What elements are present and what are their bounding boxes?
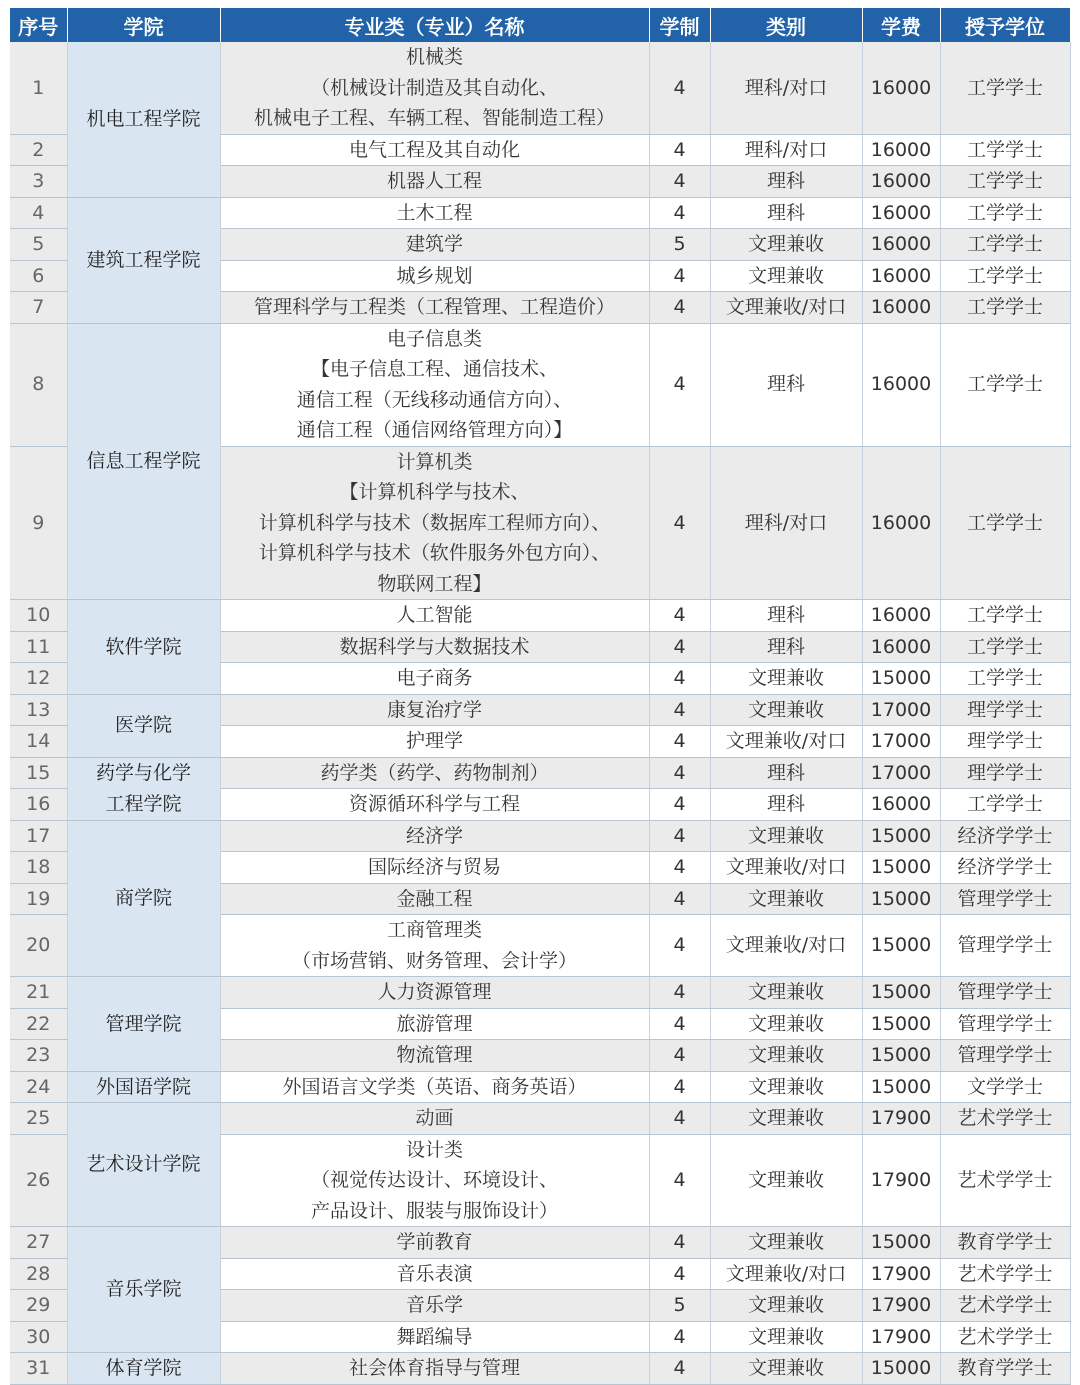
college-name: 软件学院: [105, 635, 182, 658]
table-row: [10, 1227, 1070, 1259]
degree-cell: 工学学士: [940, 789, 1070, 821]
tuition-cell: 15000: [862, 1071, 940, 1103]
tuition-cell: 15000: [862, 883, 940, 915]
major-name-cell: [220, 1353, 649, 1385]
major-name-line: 资源循环科学与工程: [348, 793, 520, 815]
degree-cell: 工学学士: [940, 134, 1070, 166]
major-name-line: 物联网工程】: [377, 572, 492, 595]
degree-cell: 工学学士: [940, 446, 1070, 600]
category-cell: 文理兼收: [710, 1008, 862, 1040]
header-years: 学制: [649, 8, 710, 42]
major-name-cell: [220, 323, 649, 446]
admissions-table-container: [10, 8, 1070, 1385]
college-name: 外国语学院: [95, 1075, 191, 1098]
tuition-cell: 17900: [862, 1258, 940, 1290]
row-index: 14: [10, 726, 67, 758]
major-name-line: 计算机科学与技术（数据库工程师方向）、: [258, 511, 611, 534]
years-cell: 4: [649, 789, 710, 821]
degree-cell: 理学学士: [940, 757, 1070, 789]
major-name-line: 音乐学: [405, 1294, 463, 1316]
years-cell: 4: [649, 42, 710, 134]
college-name-cell: [67, 757, 220, 820]
category-cell: 理科/对口: [710, 446, 862, 600]
years-cell: 4: [649, 1008, 710, 1040]
college-name: 药学与化学: [95, 762, 191, 784]
row-index: 5: [10, 229, 67, 261]
tuition-cell: 17900: [862, 1321, 940, 1353]
tuition-cell: 15000: [862, 663, 940, 695]
years-cell: 4: [649, 915, 710, 977]
major-name-line: 电子商务: [396, 667, 473, 689]
row-index: 19: [10, 883, 67, 915]
major-name-cell: [220, 42, 649, 134]
category-cell: 文理兼收: [710, 820, 862, 852]
tuition-cell: 16000: [862, 789, 940, 821]
years-cell: 4: [649, 600, 710, 632]
tuition-cell: 16000: [862, 631, 940, 663]
major-name-cell: [220, 977, 649, 1009]
major-name-line: 【计算机科学与技术、: [339, 481, 530, 503]
category-cell: 文理兼收: [710, 1103, 862, 1135]
years-cell: 4: [649, 852, 710, 884]
degree-cell: 工学学士: [940, 323, 1070, 446]
category-cell: 理科: [710, 757, 862, 789]
degree-cell: 理学学士: [940, 726, 1070, 758]
tuition-cell: 15000: [862, 1227, 940, 1259]
header-degree: 授予学位: [940, 8, 1070, 42]
tuition-cell: 16000: [862, 166, 940, 198]
major-name-cell: [220, 789, 649, 821]
category-cell: 文理兼收/对口: [710, 292, 862, 324]
years-cell: 4: [649, 883, 710, 915]
tuition-cell: 16000: [862, 323, 940, 446]
major-name-line: 动画: [415, 1107, 454, 1129]
row-index: 28: [10, 1258, 67, 1290]
tuition-cell: 16000: [862, 229, 940, 261]
major-name-cell: [220, 1071, 649, 1103]
header-category: 类别: [710, 8, 862, 42]
category-cell: 文理兼收: [710, 977, 862, 1009]
tuition-cell: 15000: [862, 915, 940, 977]
row-index: 26: [10, 1134, 67, 1227]
degree-cell: 管理学学士: [940, 977, 1070, 1009]
major-name-line: （市场营销、财务管理、会计学）: [291, 949, 577, 972]
degree-cell: 管理学学士: [940, 883, 1070, 915]
college-name: 信息工程学院: [86, 450, 201, 472]
years-cell: 4: [649, 726, 710, 758]
category-cell: 文理兼收: [710, 694, 862, 726]
years-cell: 4: [649, 1258, 710, 1290]
years-cell: 4: [649, 323, 710, 446]
major-name-line: 药学类（药学、药物制剂）: [320, 761, 549, 784]
major-name-cell: [220, 726, 649, 758]
tuition-cell: 16000: [862, 197, 940, 229]
header-index: 序号: [10, 8, 67, 42]
tuition-cell: 16000: [862, 134, 940, 166]
college-name-cell: [67, 197, 220, 323]
years-cell: 4: [649, 1071, 710, 1103]
row-index: 13: [10, 694, 67, 726]
row-index: 24: [10, 1071, 67, 1103]
years-cell: 4: [649, 134, 710, 166]
major-name-line: 土木工程: [396, 201, 473, 224]
major-name-cell: [220, 260, 649, 292]
row-index: 25: [10, 1103, 67, 1135]
major-name-line: （视觉传达设计、环境设计、: [310, 1169, 558, 1191]
category-cell: 文理兼收/对口: [710, 852, 862, 884]
row-index: 12: [10, 663, 67, 695]
tuition-cell: 17900: [862, 1290, 940, 1322]
tuition-cell: 17900: [862, 1103, 940, 1135]
row-index: 18: [10, 852, 67, 884]
category-cell: 文理兼收: [710, 883, 862, 915]
years-cell: 4: [649, 1134, 710, 1227]
major-name-line: （机械设计制造及其自动化、: [310, 76, 558, 99]
tuition-cell: 17000: [862, 757, 940, 789]
degree-cell: 工学学士: [940, 166, 1070, 198]
years-cell: 4: [649, 260, 710, 292]
category-cell: 理科: [710, 631, 862, 663]
years-cell: 4: [649, 631, 710, 663]
row-index: 27: [10, 1227, 67, 1259]
tuition-cell: 17000: [862, 694, 940, 726]
row-index: 15: [10, 757, 67, 789]
major-name-line: 经济学: [405, 824, 463, 847]
college-name: 商学院: [114, 887, 172, 909]
major-name-line: 管理科学与工程类（工程管理、工程造价）: [253, 296, 615, 318]
college-name: 机电工程学院: [86, 108, 201, 130]
tuition-cell: 15000: [862, 820, 940, 852]
major-name-cell: [220, 915, 649, 977]
tuition-cell: 15000: [862, 1008, 940, 1040]
table-row: [10, 1103, 1070, 1135]
major-name-line: 机械类: [405, 46, 463, 68]
category-cell: 文理兼收: [710, 1321, 862, 1353]
category-cell: 理科: [710, 166, 862, 198]
major-name-line: 产品设计、服装与服饰设计）: [310, 1199, 558, 1222]
degree-cell: 艺术学学士: [940, 1258, 1070, 1290]
major-name-cell: [220, 134, 649, 166]
major-name-cell: [220, 820, 649, 852]
row-index: 10: [10, 600, 67, 632]
college-name-cell: [67, 600, 220, 695]
major-name-cell: [220, 1134, 649, 1227]
degree-cell: 经济学学士: [940, 820, 1070, 852]
row-index: 7: [10, 292, 67, 324]
degree-cell: 艺术学学士: [940, 1134, 1070, 1227]
major-name-cell: [220, 1008, 649, 1040]
tuition-cell: 16000: [862, 600, 940, 632]
category-cell: 文理兼收: [710, 1353, 862, 1385]
category-cell: 文理兼收: [710, 1227, 862, 1259]
tuition-cell: 17900: [862, 1134, 940, 1227]
major-name-line: 机械电子工程、车辆工程、智能制造工程）: [253, 107, 615, 129]
header-tuition: 学费: [862, 8, 940, 42]
degree-cell: 工学学士: [940, 663, 1070, 695]
major-name-line: 城乡规划: [396, 264, 473, 287]
category-cell: 文理兼收/对口: [710, 726, 862, 758]
major-name-line: 机器人工程: [386, 170, 482, 192]
degree-cell: 工学学士: [940, 197, 1070, 229]
category-cell: 文理兼收/对口: [710, 1258, 862, 1290]
row-index: 22: [10, 1008, 67, 1040]
tuition-cell: 15000: [862, 1040, 940, 1072]
table-row: [10, 600, 1070, 632]
years-cell: 4: [649, 292, 710, 324]
major-name-cell: [220, 757, 649, 789]
degree-cell: 理学学士: [940, 694, 1070, 726]
row-index: 3: [10, 166, 67, 198]
header-major: 专业类（专业）名称: [220, 8, 649, 42]
major-name-cell: [220, 446, 649, 600]
degree-cell: 工学学士: [940, 292, 1070, 324]
major-name-cell: [220, 1258, 649, 1290]
major-name-cell: [220, 694, 649, 726]
degree-cell: 工学学士: [940, 229, 1070, 261]
major-name-line: 计算机类: [396, 450, 473, 473]
category-cell: 文理兼收: [710, 229, 862, 261]
category-cell: 文理兼收: [710, 1290, 862, 1322]
major-name-cell: [220, 883, 649, 915]
major-name-line: 计算机科学与技术（软件服务外包方向）、: [258, 542, 611, 564]
college-name: 管理学院: [105, 1012, 182, 1035]
row-index: 8: [10, 323, 67, 446]
degree-cell: 管理学学士: [940, 1008, 1070, 1040]
major-name-cell: [220, 663, 649, 695]
major-name-line: 舞蹈编导: [396, 1325, 473, 1348]
college-name-cell: [67, 42, 220, 197]
college-name: 建筑工程学院: [86, 248, 201, 271]
category-cell: 文理兼收: [710, 1040, 862, 1072]
degree-cell: 管理学学士: [940, 915, 1070, 977]
degree-cell: 文学学士: [940, 1071, 1070, 1103]
major-name-cell: [220, 1040, 649, 1072]
row-index: 20: [10, 915, 67, 977]
college-name-cell: [67, 1071, 220, 1103]
major-name-line: 通信工程（无线移动通信方向）、: [296, 388, 573, 411]
major-name-cell: [220, 1227, 649, 1259]
degree-cell: 管理学学士: [940, 1040, 1070, 1072]
years-cell: 5: [649, 229, 710, 261]
major-name-line: 通信工程（通信网络管理方向）】: [296, 419, 573, 441]
major-name-line: 电气工程及其自动化: [348, 138, 520, 161]
college-name-cell: [67, 1353, 220, 1385]
table-header-row: [10, 8, 1070, 42]
table-row: [10, 323, 1070, 446]
years-cell: 4: [649, 166, 710, 198]
major-name-cell: [220, 229, 649, 261]
major-name-line: 学前教育: [396, 1231, 473, 1253]
years-cell: 4: [649, 1040, 710, 1072]
college-name: 体育学院: [105, 1357, 182, 1379]
major-name-line: 物流管理: [396, 1044, 473, 1066]
category-cell: 理科: [710, 197, 862, 229]
major-name-line: 建筑学: [405, 233, 463, 255]
years-cell: 4: [649, 757, 710, 789]
row-index: 2: [10, 134, 67, 166]
degree-cell: 经济学学士: [940, 852, 1070, 884]
tuition-cell: 15000: [862, 852, 940, 884]
major-name-line: 工商管理类: [386, 919, 482, 941]
row-index: 17: [10, 820, 67, 852]
degree-cell: 工学学士: [940, 600, 1070, 632]
category-cell: 文理兼收: [710, 1071, 862, 1103]
degree-cell: 教育学学士: [940, 1227, 1070, 1259]
years-cell: 4: [649, 1227, 710, 1259]
category-cell: 理科/对口: [710, 134, 862, 166]
table-row: [10, 42, 1070, 134]
row-index: 29: [10, 1290, 67, 1322]
years-cell: 4: [649, 1321, 710, 1353]
table-row: [10, 1071, 1070, 1103]
years-cell: 4: [649, 820, 710, 852]
tuition-cell: 16000: [862, 42, 940, 134]
college-name-cell: [67, 323, 220, 600]
table-row: [10, 977, 1070, 1009]
major-name-cell: [220, 1290, 649, 1322]
major-name-cell: [220, 1321, 649, 1353]
table-row: [10, 1353, 1070, 1385]
table-body: [10, 42, 1070, 1384]
major-name-line: 社会体育指导与管理: [348, 1357, 520, 1379]
major-name-cell: [220, 852, 649, 884]
years-cell: 5: [649, 1290, 710, 1322]
major-name-line: 数据科学与大数据技术: [339, 635, 530, 658]
tuition-cell: 16000: [862, 446, 940, 600]
tuition-cell: 16000: [862, 292, 940, 324]
row-index: 1: [10, 42, 67, 134]
years-cell: 4: [649, 446, 710, 600]
college-name: 艺术设计学院: [86, 1153, 201, 1176]
table-row: [10, 757, 1070, 789]
degree-cell: 艺术学学士: [940, 1290, 1070, 1322]
row-index: 4: [10, 197, 67, 229]
degree-cell: 工学学士: [940, 631, 1070, 663]
college-name-cell: [67, 820, 220, 977]
row-index: 9: [10, 446, 67, 600]
category-cell: 理科: [710, 600, 862, 632]
admissions-table: [10, 8, 1071, 1385]
degree-cell: 工学学士: [940, 260, 1070, 292]
major-name-cell: [220, 292, 649, 324]
college-name: 工程学院: [105, 792, 182, 815]
category-cell: 文理兼收: [710, 260, 862, 292]
major-name-line: 设计类: [405, 1138, 463, 1161]
major-name-line: 康复治疗学: [386, 698, 482, 721]
years-cell: 4: [649, 1353, 710, 1385]
category-cell: 文理兼收: [710, 1134, 862, 1227]
major-name-line: 【电子信息工程、通信技术、: [310, 358, 558, 380]
years-cell: 4: [649, 977, 710, 1009]
major-name-cell: [220, 631, 649, 663]
major-name-line: 外国语言文学类（英语、商务英语）: [282, 1075, 587, 1098]
college-name-cell: [67, 1103, 220, 1227]
college-name: 医学院: [114, 714, 172, 737]
row-index: 6: [10, 260, 67, 292]
row-index: 30: [10, 1321, 67, 1353]
college-name-cell: [67, 977, 220, 1072]
row-index: 23: [10, 1040, 67, 1072]
major-name-line: 电子信息类: [386, 327, 482, 350]
major-name-line: 音乐表演: [396, 1262, 473, 1285]
years-cell: 4: [649, 197, 710, 229]
tuition-cell: 17000: [862, 726, 940, 758]
degree-cell: 教育学学士: [940, 1353, 1070, 1385]
table-row: [10, 694, 1070, 726]
major-name-cell: [220, 600, 649, 632]
major-name-line: 金融工程: [396, 887, 473, 910]
major-name-line: 护理学: [405, 730, 463, 752]
category-cell: 理科: [710, 789, 862, 821]
category-cell: 理科: [710, 323, 862, 446]
row-index: 31: [10, 1353, 67, 1385]
header-college: 学院: [67, 8, 220, 42]
major-name-cell: [220, 197, 649, 229]
degree-cell: 工学学士: [940, 42, 1070, 134]
years-cell: 4: [649, 663, 710, 695]
years-cell: 4: [649, 694, 710, 726]
major-name-line: 人工智能: [396, 604, 473, 626]
college-name-cell: [67, 1227, 220, 1353]
degree-cell: 艺术学学士: [940, 1103, 1070, 1135]
tuition-cell: 16000: [862, 260, 940, 292]
tuition-cell: 15000: [862, 977, 940, 1009]
table-row: [10, 197, 1070, 229]
major-name-line: 旅游管理: [396, 1012, 473, 1035]
category-cell: 文理兼收: [710, 663, 862, 695]
years-cell: 4: [649, 1103, 710, 1135]
tuition-cell: 15000: [862, 1353, 940, 1385]
row-index: 16: [10, 789, 67, 821]
major-name-line: 人力资源管理: [377, 981, 492, 1003]
category-cell: 理科/对口: [710, 42, 862, 134]
degree-cell: 艺术学学士: [940, 1321, 1070, 1353]
major-name-cell: [220, 1103, 649, 1135]
category-cell: 文理兼收/对口: [710, 915, 862, 977]
major-name-cell: [220, 166, 649, 198]
college-name-cell: [67, 694, 220, 757]
row-index: 11: [10, 631, 67, 663]
table-row: [10, 820, 1070, 852]
major-name-line: 国际经济与贸易: [367, 856, 501, 878]
row-index: 21: [10, 977, 67, 1009]
college-name: 音乐学院: [105, 1278, 182, 1301]
